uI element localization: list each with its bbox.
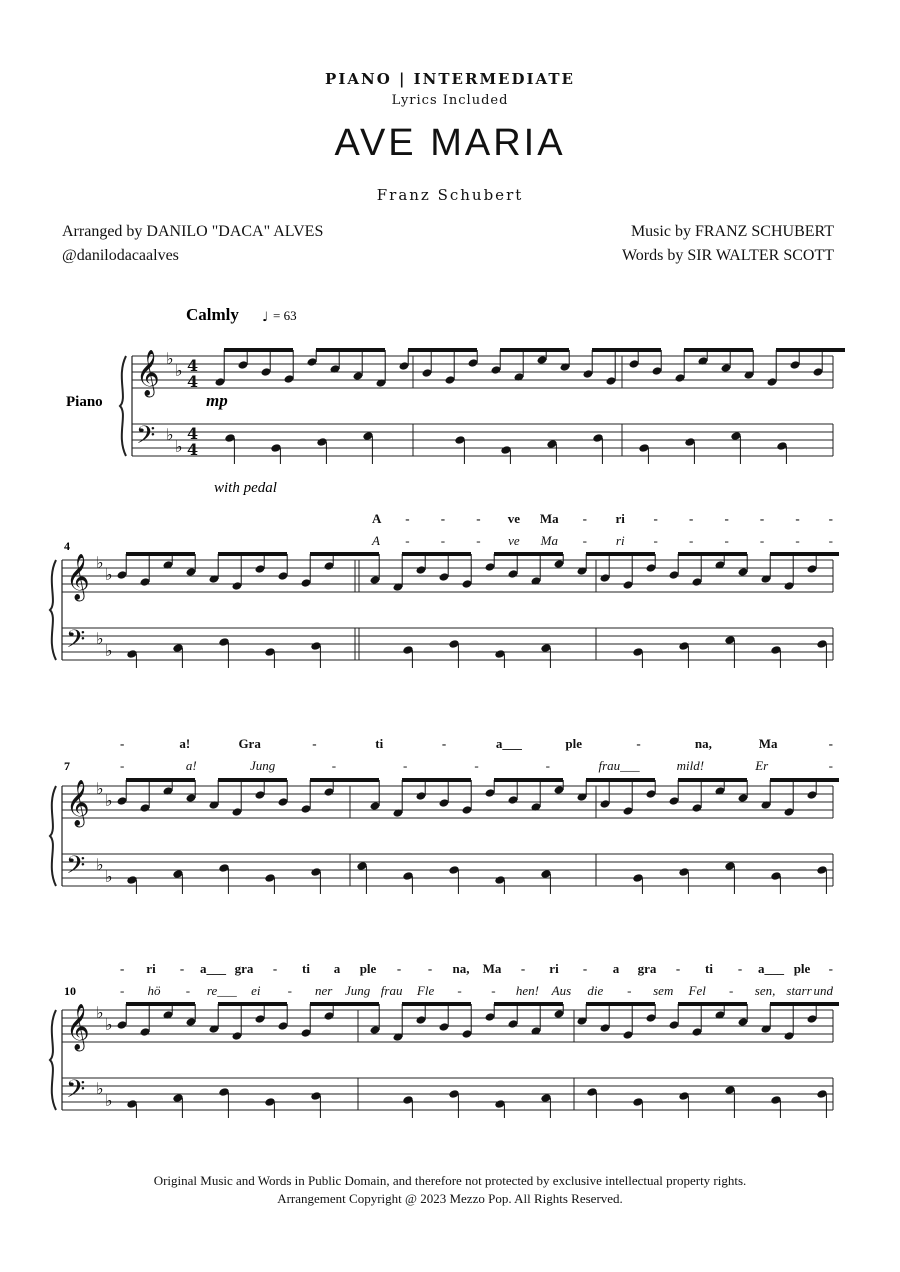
flat-icon: ♭ xyxy=(105,867,113,886)
lyric-latin: - xyxy=(653,511,658,526)
lyric-latin: a___ xyxy=(758,961,784,976)
bass-clef-icon: 𝄢 xyxy=(66,1075,86,1110)
lyric-german: frau___ xyxy=(598,758,640,773)
lyric-german: - xyxy=(476,533,481,548)
lyric-latin: - xyxy=(828,511,833,526)
lyric-latin: a! xyxy=(179,736,191,751)
tempo-text: Calmly xyxy=(186,305,239,324)
staff-lines xyxy=(50,349,833,1110)
instrument-label: Piano xyxy=(66,394,103,410)
treble-clef-icon: 𝄞 xyxy=(66,1004,90,1050)
lyric-latin: Ma xyxy=(539,511,559,526)
composer-subtitle: Franz Schubert xyxy=(376,186,524,204)
lyric-latin: - xyxy=(795,511,800,526)
lyric-german: sen, xyxy=(754,983,776,998)
brace-icon xyxy=(50,1010,56,1110)
lyric-german: - xyxy=(457,983,462,998)
lyric-latin: - xyxy=(396,961,402,976)
lyric-german: - xyxy=(828,758,833,773)
flat-icon: ♭ xyxy=(105,1091,113,1110)
lyric-german: Fel xyxy=(688,983,706,998)
treble-clef-icon: 𝄞 xyxy=(66,780,90,826)
lyric-latin: a___ xyxy=(495,736,522,751)
flat-icon: ♭ xyxy=(166,349,174,368)
lyric-latin: - xyxy=(476,511,481,526)
flat-icon: ♭ xyxy=(105,565,113,584)
lyric-latin: ti xyxy=(705,961,713,976)
lyric-latin: ple xyxy=(793,961,811,976)
lyric-latin: ri xyxy=(146,961,156,976)
lyric-latin: - xyxy=(688,511,694,526)
flat-icon: ♭ xyxy=(96,1079,104,1098)
lyric-german: - xyxy=(724,533,729,548)
lyric-latin: - xyxy=(737,961,743,976)
lyric-latin: A xyxy=(372,511,382,526)
measure-number: 7 xyxy=(64,759,70,773)
flat-icon: ♭ xyxy=(96,629,104,648)
lyric-latin: - xyxy=(582,511,587,526)
brace-icon xyxy=(50,786,56,886)
dynamic-marking: mp xyxy=(206,391,228,410)
lyric-latin: ri xyxy=(615,511,625,526)
measure-number: 10 xyxy=(64,984,76,998)
copyright-footer xyxy=(0,1172,900,1208)
lyric-german: - xyxy=(728,983,734,998)
lyric-german: - xyxy=(403,758,408,773)
lyric-latin: - xyxy=(582,961,588,976)
lyric-latin: - xyxy=(724,511,729,526)
arranger-name: Arranged by DANILO "DACA" ALVES xyxy=(62,223,324,240)
lyric-latin: - xyxy=(427,961,433,976)
lyric-german: A xyxy=(372,533,380,548)
measure-number: 4 xyxy=(64,539,70,553)
lyric-german: ri xyxy=(615,533,625,548)
page-title: AVE MARIA xyxy=(334,122,566,164)
lyric-latin: a xyxy=(612,961,620,976)
lyric-german: Er xyxy=(755,758,769,773)
lyric-latin: Ma xyxy=(482,961,502,976)
lyric-german: - xyxy=(688,533,694,548)
lyric-latin: gra xyxy=(637,961,657,976)
lyric-latin: ple xyxy=(565,736,583,751)
flat-icon: ♭ xyxy=(96,553,104,572)
time-signature: 4 xyxy=(187,356,199,375)
lyric-german: - xyxy=(627,983,632,998)
lyric-latin: Ma xyxy=(758,736,778,751)
lyric-german: - xyxy=(287,983,292,998)
lyric-latin: a xyxy=(333,961,341,976)
flat-icon: ♭ xyxy=(96,855,104,874)
lyric-german: Aus xyxy=(551,983,572,998)
lyric-latin: - xyxy=(179,961,185,976)
lyric-latin: - xyxy=(759,511,765,526)
lyric-german: - xyxy=(828,533,833,548)
lyric-german: re___ xyxy=(206,983,237,998)
lyric-latin: - xyxy=(120,736,125,751)
lyric-latin: - xyxy=(405,511,410,526)
treble-clef-icon: 𝄞 xyxy=(136,350,160,396)
lyric-latin: a___ xyxy=(200,961,226,976)
lyric-latin: - xyxy=(120,961,125,976)
lyric-german: a! xyxy=(185,758,197,773)
lyric-german: - xyxy=(795,533,800,548)
lyric-german: frau xyxy=(380,983,403,998)
lyric-german: hö xyxy=(147,983,161,998)
arranger-handle: @danilodacaalves xyxy=(62,247,179,264)
lyric-german: - xyxy=(653,533,658,548)
lyric-german: Jung xyxy=(345,983,371,998)
lyric-german: sem xyxy=(653,983,674,998)
flat-icon: ♭ xyxy=(175,437,183,456)
bass-clef-icon: 𝄢 xyxy=(136,421,156,456)
flat-icon: ♭ xyxy=(105,791,113,810)
lyric-german: - xyxy=(474,758,479,773)
lyric-german: die xyxy=(587,983,604,998)
flat-icon: ♭ xyxy=(105,1015,113,1034)
flat-icon: ♭ xyxy=(105,641,113,660)
brace-icon xyxy=(50,560,56,660)
lyric-german: - xyxy=(120,758,125,773)
note-heads xyxy=(117,350,845,1118)
lyric-german: - xyxy=(582,533,587,548)
lyric-german: - xyxy=(331,758,337,773)
music-credit: Music by FRANZ SCHUBERT xyxy=(630,223,834,240)
lyric-german: ner xyxy=(315,983,333,998)
lyric-latin: - xyxy=(312,736,317,751)
flat-icon: ♭ xyxy=(96,779,104,798)
lyrics-note: Lyrics Included xyxy=(391,93,509,108)
flat-icon: ♭ xyxy=(166,425,174,444)
lyric-latin: na, xyxy=(694,736,712,751)
time-signature: 4 xyxy=(187,372,199,391)
lyric-latin: na, xyxy=(452,961,470,976)
lyric-latin: ve xyxy=(507,511,520,526)
bass-clef-icon: 𝄢 xyxy=(66,625,86,660)
lyric-latin: ti xyxy=(375,736,384,751)
copyright-line-2: Arrangement Copyright @ 2023 Mezzo Pop. All Rights Reserved. xyxy=(277,1191,623,1206)
lyric-german: - xyxy=(545,758,550,773)
words-credit: Words by SIR WALTER SCOTT xyxy=(621,247,834,264)
pedal-marking: with pedal xyxy=(214,480,277,496)
lyric-latin: - xyxy=(440,511,446,526)
time-signature: 4 xyxy=(187,424,199,443)
flat-icon: ♭ xyxy=(175,361,183,380)
lyric-german: Fle xyxy=(416,983,435,998)
lyric-latin: - xyxy=(675,961,681,976)
flat-icon: ♭ xyxy=(96,1003,104,1022)
time-signature: 4 xyxy=(187,440,199,459)
lyric-latin: - xyxy=(636,736,641,751)
lyric-german: ve xyxy=(508,533,520,548)
lyric-latin: ri xyxy=(549,961,559,976)
lyric-german: ei xyxy=(251,983,261,998)
lyric-german: - xyxy=(440,533,446,548)
lyric-latin: - xyxy=(828,736,833,751)
lyric-german: - xyxy=(491,983,496,998)
lyric-latin: Gra xyxy=(238,736,261,751)
lyric-latin: ple xyxy=(359,961,377,976)
level-heading: PIANO | INTERMEDIATE xyxy=(325,70,575,88)
lyric-latin: - xyxy=(828,961,833,976)
lyric-german: Ma xyxy=(540,533,558,548)
lyric-german: mild! xyxy=(676,758,705,773)
lyric-german: - xyxy=(759,533,765,548)
lyric-german: - xyxy=(405,533,410,548)
lyric-german: hen! xyxy=(515,983,539,998)
treble-clef-icon: 𝄞 xyxy=(66,554,90,600)
brace-icon xyxy=(120,356,126,456)
lyric-latin: ti xyxy=(302,961,310,976)
lyric-german: und xyxy=(813,983,833,998)
lyric-german: - xyxy=(185,983,191,998)
lyric-latin: gra xyxy=(234,961,254,976)
lyric-german: Jung xyxy=(249,758,276,773)
lyric-latin: - xyxy=(520,961,526,976)
lyric-latin: - xyxy=(272,961,278,976)
tempo-value: = 63 xyxy=(273,308,297,323)
lyric-german: - xyxy=(120,983,125,998)
lyric-german: starr xyxy=(786,983,812,998)
bass-clef-icon: 𝄢 xyxy=(66,851,86,886)
copyright-line-1: Original Music and Words in Public Domain, and therefore not protected by exclusive intellectual property rights. xyxy=(153,1173,747,1188)
tempo-note-icon: ♩ xyxy=(262,310,269,325)
lyric-latin: - xyxy=(441,736,447,751)
